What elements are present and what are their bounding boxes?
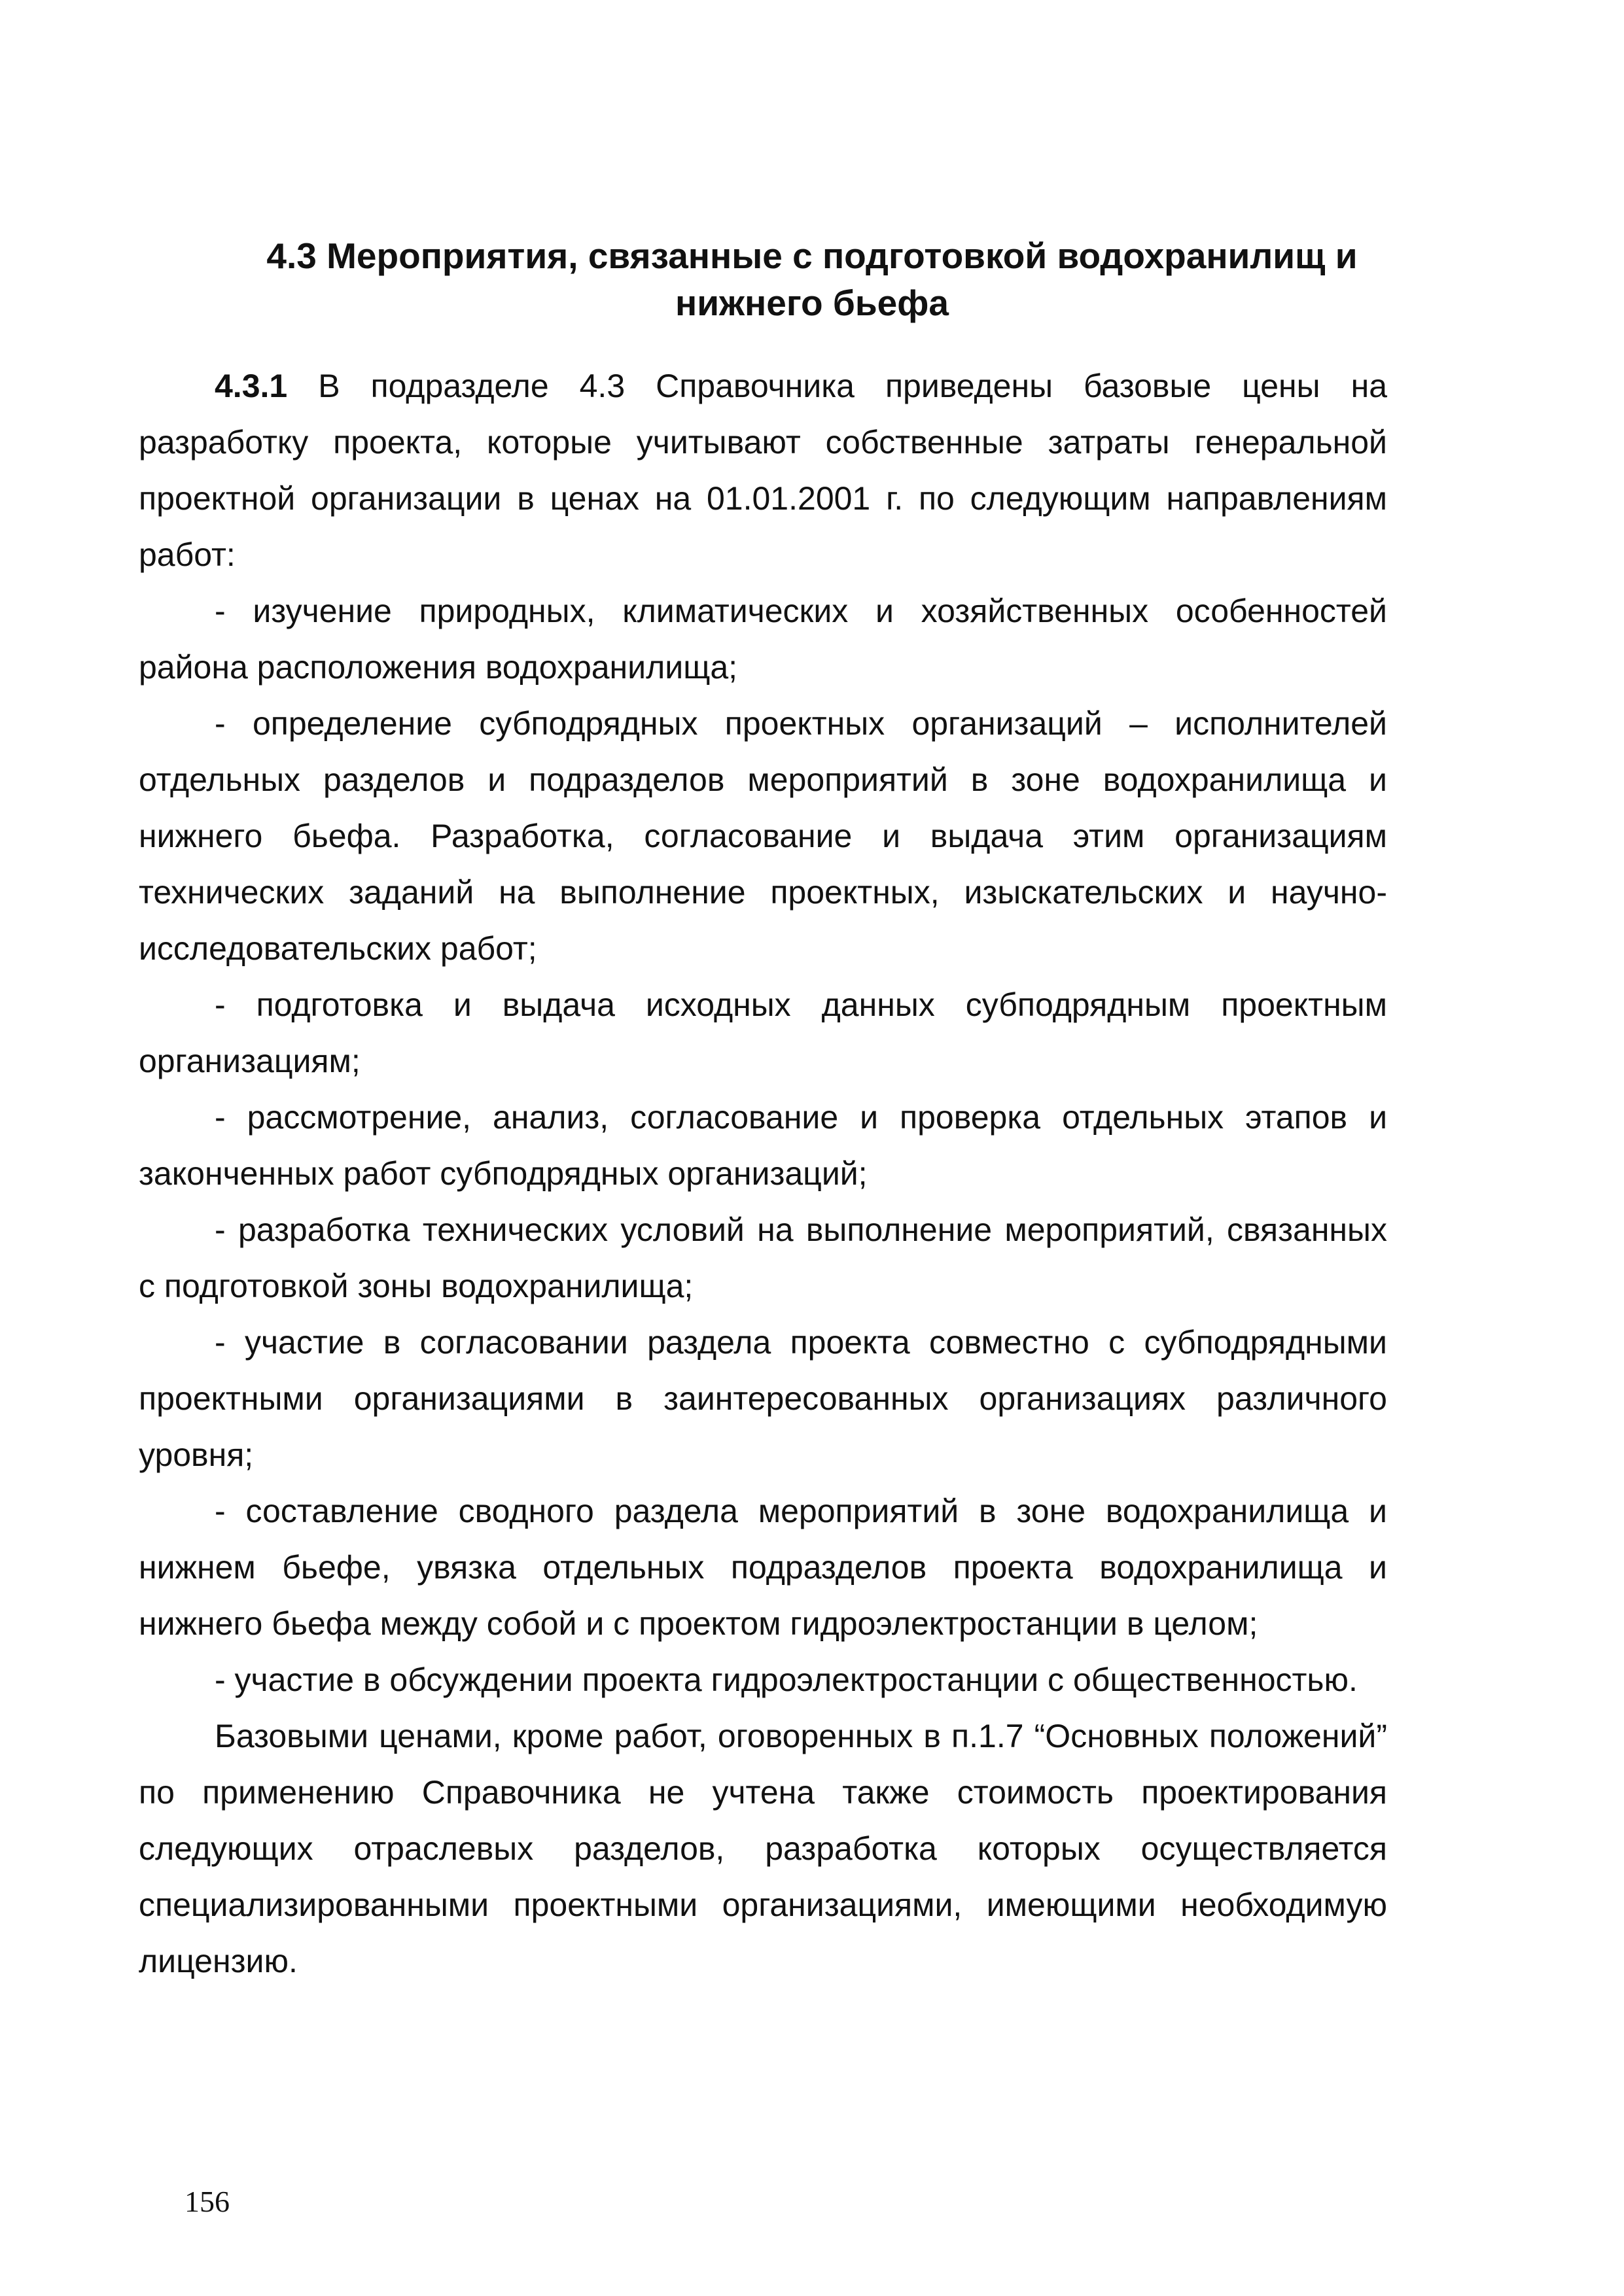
- list-item: - составление сводного раздела мероприятий в зоне водохранилища и нижнем бьефе, увязка отдельных подразделов проекта водохранилища и нижнего бьефа между собой и с проектом гидроэлектростанции в целом;: [139, 1493, 1387, 1642]
- closing-paragraph: Базовыми ценами, кроме работ, оговоренных в п.1.7 “Основных положений” по применению Справочника не учтена также стоимость проектирования следующих отраслевых разделов, разработка которых осуществляется специализированными проектными организациями, имеющими необходимую лицензию.: [139, 1718, 1387, 1979]
- document-body: [139, 358, 1387, 1989]
- intro-paragraph: [139, 358, 1387, 583]
- list-item: - участие в обсуждении проекта гидроэлектростанции с общественностью.: [215, 1661, 1358, 1698]
- list-item: - изучение природных, климатических и хозяйственных особенностей района расположения водохранилища;: [139, 593, 1387, 686]
- section-heading-line-2: нижнего бьефа: [675, 283, 949, 323]
- list-item: - определение субподрядных проектных организаций – исполнителей отдельных разделов и подразделов мероприятий в зоне водохранилища и нижнего бьефа. Разработка, согласование и выдача этим организациям технических заданий на выполнение проектных, изыскательских и научно-исследовательских работ;: [139, 705, 1387, 967]
- section-heading-line-1: 4.3 Мероприятия, связанные с подготовкой водохранилищ и: [266, 235, 1358, 276]
- page-number: 156: [185, 2185, 230, 2218]
- clause-number: 4.3.1: [215, 368, 288, 404]
- intro-text: В подразделе 4.3 Справочника приведены базовые цены на разработку проекта, которые учитывают собственные затраты генеральной проектной организации в ценах на 01.01.2001 г. по следующим направлениям работ:: [139, 368, 1387, 573]
- list-item: - подготовка и выдача исходных данных субподрядным проектным организациям;: [139, 986, 1387, 1079]
- list-item: - рассмотрение, анализ, согласование и проверка отдельных этапов и законченных работ субподрядных организаций;: [139, 1099, 1387, 1192]
- list-item: - участие в согласовании раздела проекта совместно с субподрядными проектными организациями в заинтересованных организациях различного уровня;: [139, 1324, 1387, 1473]
- section-heading: [164, 232, 1460, 326]
- list-item: - разработка технических условий на выполнение мероприятий, связанных с подготовкой зоны водохранилища;: [139, 1211, 1387, 1304]
